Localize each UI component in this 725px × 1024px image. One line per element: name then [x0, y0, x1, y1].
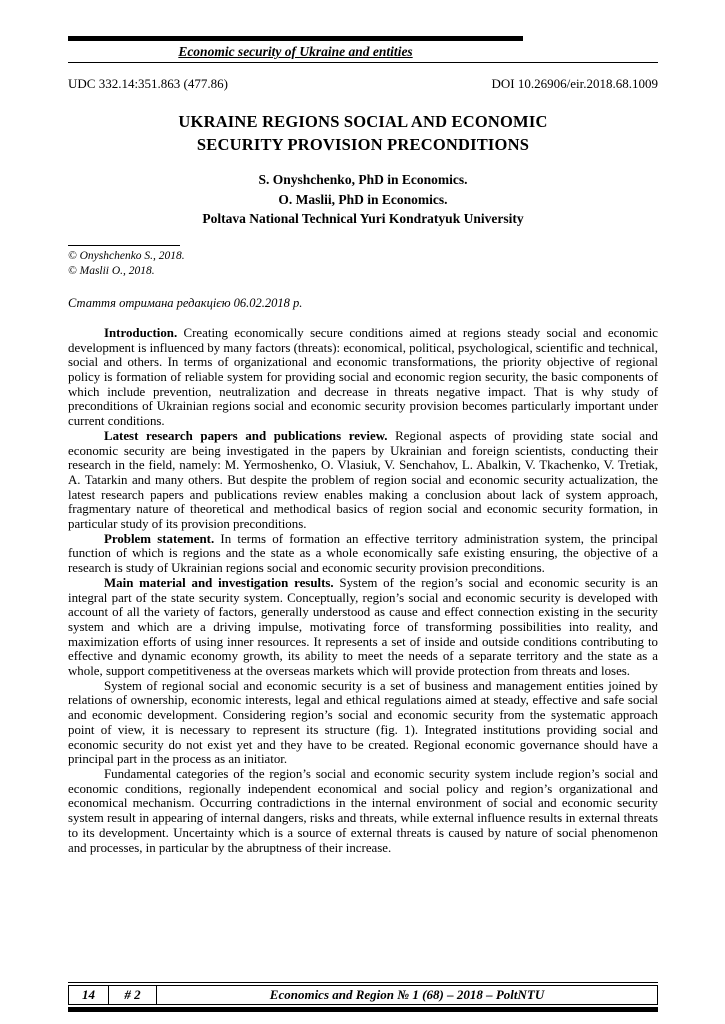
paragraph-system-regional — [68, 679, 658, 767]
udc-code: UDC 332.14:351.863 (477.86) — [68, 76, 228, 91]
paragraph-text: Fundamental categories of the region’s social and economic security system include region’s social and economic conditions, regionally independent economical and social policy and region’s organizational and economical mechanism. Occurring contradictions in the internal environment of social and economic security system result in appearing of internal dangers, risks and threats, while external influence results in external threats to its development. Uncertainty which is a source of external threats is caused by nature of social phenomenon and processes, in particular by the abruptness of their increase. — [68, 767, 658, 855]
issue-number: # 2 — [109, 986, 157, 1004]
article-title — [68, 110, 658, 156]
paragraph-text: System of regional social and economic security is a set of business and management entities joined by relations of ownership, economic interests, legal and ethical regulations aimed at steady, effective and safe social and economic development. Considering region’s social and economic security from the systematic approach point of view, it is necessary to represent its structure (fig. 1). Integrated institutions providing social and economic security do not exist yet and they have to be created. Regional economic governance should have a principal part in the process as an initiator. — [68, 678, 658, 767]
article-title-line-2: SECURITY PROVISION PRECONDITIONS — [196, 135, 530, 155]
meta-row — [68, 76, 658, 92]
article-title-line-1: UKRAINE REGIONS SOCIAL AND ECONOMIC — [178, 112, 548, 131]
paragraph-latest-research — [68, 429, 658, 532]
paragraph-lead: Introduction. — [104, 325, 178, 340]
paragraph-text: Regional aspects of providing state social and economic security are being investigated in the papers by Ukrainian and foreign scientists, conducting their research in the field, namely: M. Yermoshenko, O. Vlasiuk, V. Senchahov, L. Abalkin, V. Tkachenko, V. Tretiak, A. Tatarkin and many others. But despite the problem of region social and economic security actualization, the latest research papers and publications review enables making a conclusion about lack of system approach, fragmentary nature of theoretical and methodical basics of region social and economic security formation, in particular study of its provision preconditions. — [68, 428, 658, 532]
affiliation: Poltava National Technical Yuri Kondratyuk University — [202, 211, 524, 227]
header-bottom-rule — [68, 62, 658, 63]
paragraph-lead: Latest research papers and publications review. — [104, 428, 388, 443]
paragraph-lead: Problem statement. — [104, 531, 215, 546]
article-body — [68, 326, 658, 855]
author-2: O. Maslii, PhD in Economics. — [278, 191, 448, 207]
doi-code: DOI 10.26906/eir.2018.68.1009 — [491, 76, 658, 91]
page-footer — [68, 982, 658, 1012]
footer-bottom-rule — [68, 1007, 658, 1012]
copyright-line-1: © Onyshchenko S., 2018. — [68, 249, 185, 262]
copyright-block — [68, 245, 658, 280]
paragraph-introduction — [68, 326, 658, 429]
footer-top-rule — [68, 982, 658, 983]
paragraph-text: System of the region’s social and economic security is an integral part of the state security system. Conceptually, region’s social and economic security is developed with account of all the variety of factors, generally understood as cause and effect connection existing in the security system and which are a driving impulse, motivating force of transforming possibilities into reality, and maximization efforts of using inner resources. It represents a set of inside and outside conditions contributing to effective and dynamic economy growth, its ability to meet the needs of a separate territory and the state as a whole, support competitiveness at the overseas markets which will provide protection from threats and loses. — [68, 575, 659, 679]
copyright-rule — [68, 245, 180, 246]
paragraph-problem-statement — [68, 532, 658, 576]
paragraph-text: Creating economically secure conditions aimed at regions steady social and economic development is influenced by many factors (threats): economical, political, psychological, scientific and technical, social and others. In terms of organizational and economic transformations, the priority objective of regional policy is formation of reliable system for providing social and economic region security, the basic components of which include prevention, neutralization and decrease in threats negative impact. That is why study of preconditions of Ukrainian regions social and economic security provision becomes particularly important under current conditions. — [68, 325, 658, 429]
paragraph-fundamental-categories — [68, 767, 658, 855]
running-head-row — [68, 41, 523, 62]
page-header — [68, 36, 658, 92]
paragraph-text: In terms of formation an effective territory administration system, the principal function of which is regions and the state as a whole economically safe existing ensuring, the objective of a research is study of Ukrainian regions social and economic security provision preconditions. — [68, 531, 658, 576]
authors-block — [68, 170, 658, 229]
paragraph-lead: Main material and investigation results. — [104, 575, 334, 590]
page-number: 14 — [69, 986, 109, 1004]
footer-table — [68, 985, 658, 1005]
journal-line: Economics and Region № 1 (68) – 2018 – PoltNTU — [269, 987, 545, 1002]
header-band — [68, 36, 523, 62]
paragraph-main-material — [68, 576, 658, 679]
running-head: Economic security of Ukraine and entities — [178, 44, 413, 59]
received-date: Стаття отримана редакцією 06.02.2018 р. — [68, 295, 303, 310]
copyright-line-2: © Maslii O., 2018. — [68, 265, 155, 278]
author-1: S. Onyshchenko, PhD in Economics. — [258, 172, 468, 188]
